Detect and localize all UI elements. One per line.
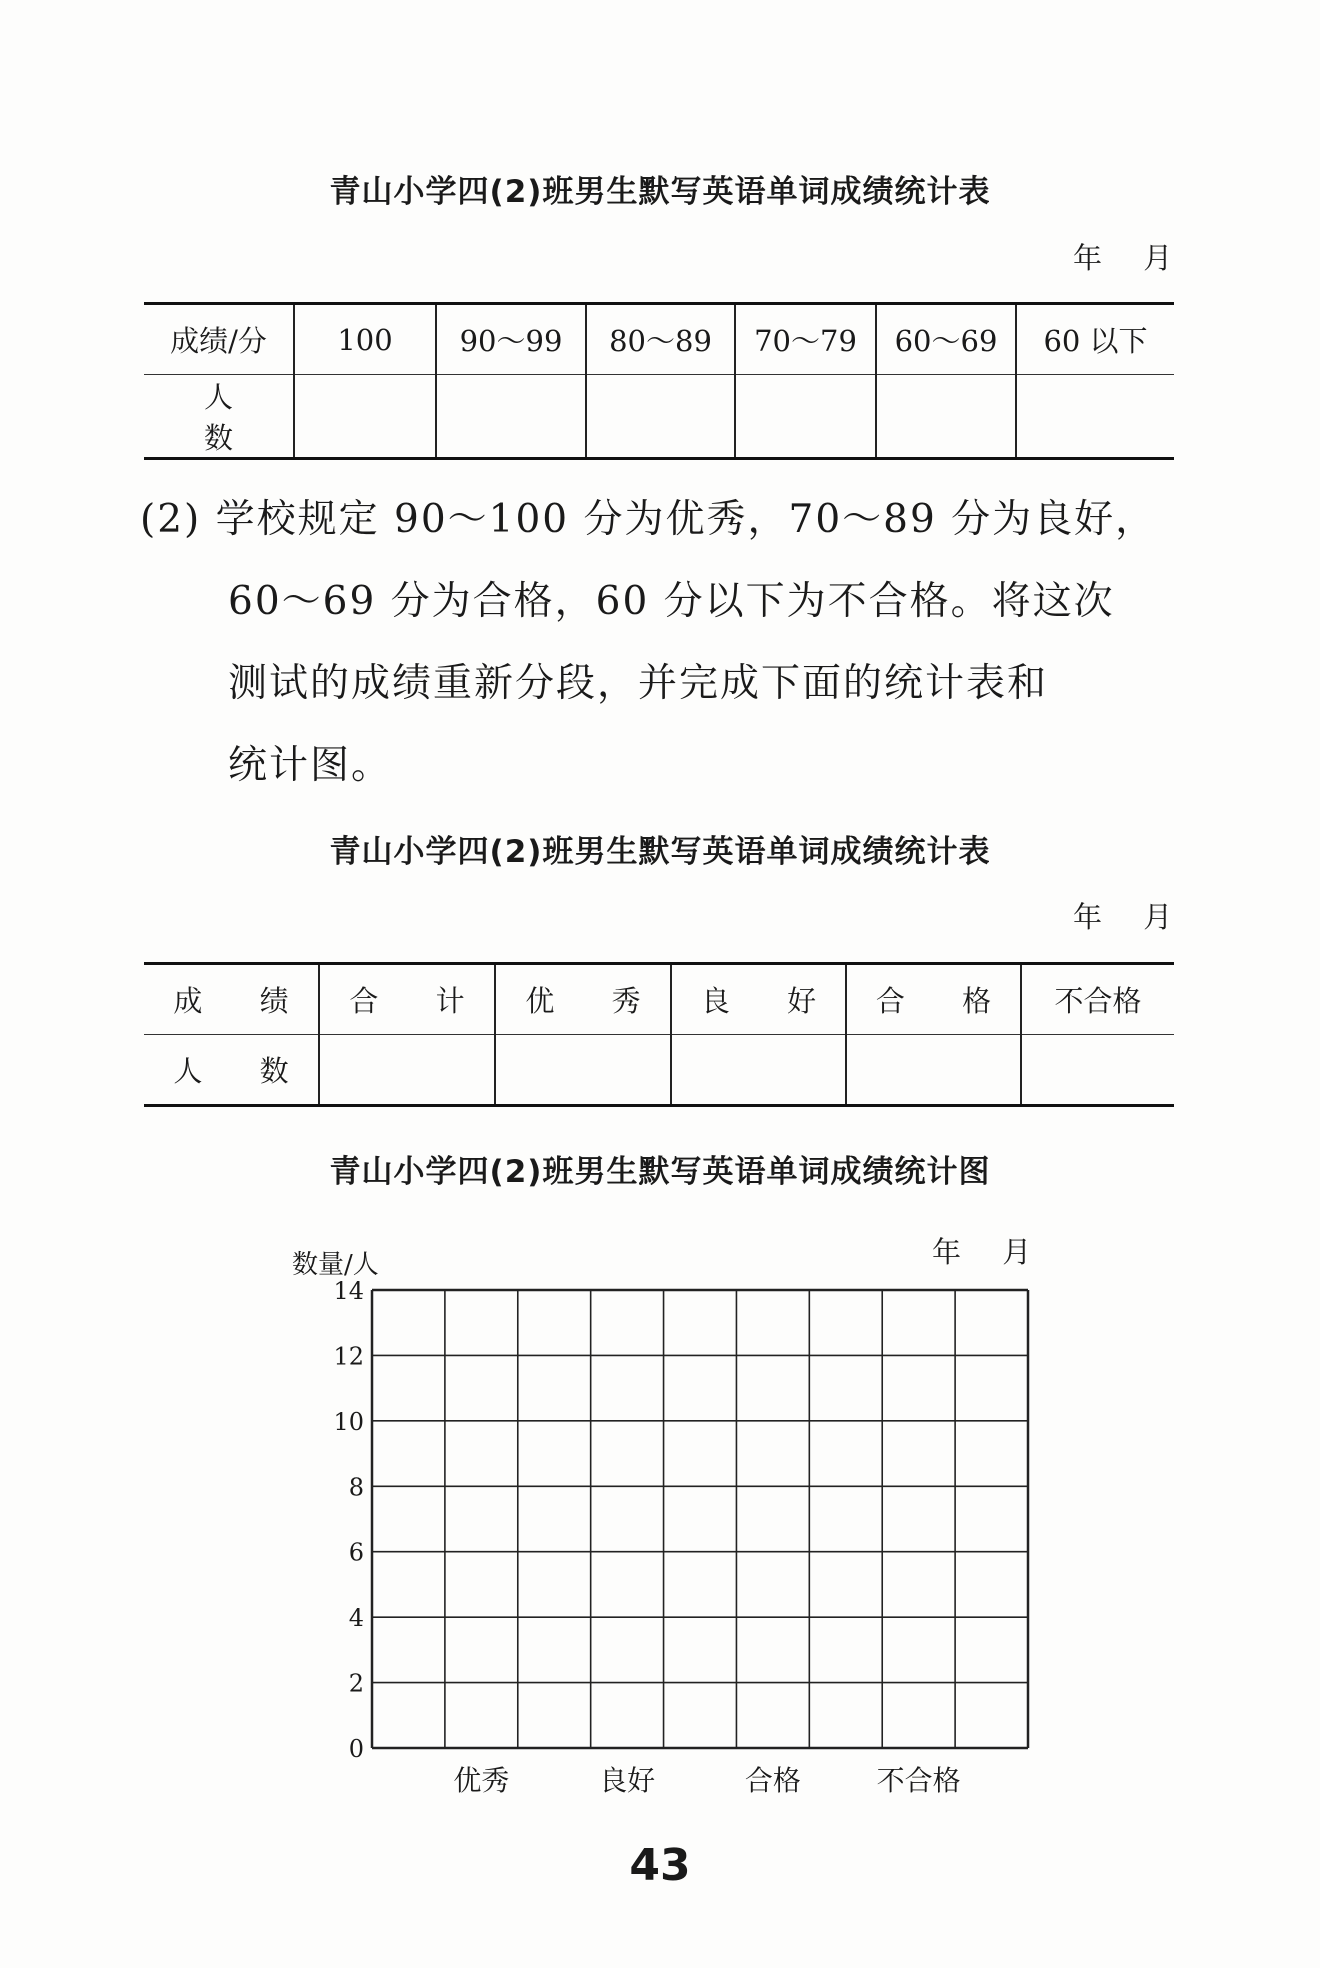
table1-date: 年 月	[1073, 241, 1174, 275]
table2-header-cell: 成 绩	[144, 964, 319, 1035]
problem-line: 60～69 分为合格，60 分以下为不合格。将这次	[228, 579, 1115, 624]
table2-date: 年 月	[1073, 900, 1174, 934]
table2-header-cell: 良 好	[671, 964, 846, 1035]
x-category-label: 不合格	[876, 1764, 961, 1797]
y-tick-label: 8	[348, 1473, 364, 1502]
chart-title: 青山小学四(2)班男生默写英语单词成绩统计图	[329, 1154, 991, 1190]
y-tick-label: 2	[348, 1669, 364, 1698]
table1-header-cell: 60～69	[876, 304, 1016, 375]
table1-row-label: 人 数	[144, 375, 294, 459]
x-category-label: 良好	[599, 1764, 656, 1797]
chart-x-ticks	[453, 1764, 960, 1797]
x-category-label: 优秀	[453, 1764, 510, 1797]
y-tick-label: 0	[348, 1735, 364, 1763]
table2-header-cell: 优 秀	[495, 964, 671, 1035]
y-tick-label: 14	[333, 1277, 364, 1305]
chart-grid-lines	[372, 1290, 1028, 1748]
x-category-label: 合格	[744, 1764, 801, 1797]
y-tick-label: 4	[348, 1604, 364, 1633]
chart-date: 年 月	[932, 1235, 1033, 1269]
table2-row-label: 人 数	[144, 1035, 319, 1106]
table2-header-cell: 合 计	[319, 964, 495, 1035]
table2-header-cell: 不合格	[1021, 964, 1174, 1035]
table1-header-cell: 80～89	[586, 304, 735, 375]
table1-header-cell: 100	[294, 304, 436, 375]
y-tick-label: 10	[333, 1407, 364, 1436]
table1-header-cell: 70～79	[735, 304, 876, 375]
table1-header-cell: 90～99	[436, 304, 586, 375]
table1-title: 青山小学四(2)班男生默写英语单词成绩统计表	[329, 174, 991, 210]
table1-header-cell: 成绩/分	[144, 304, 294, 375]
problem-line: 测试的成绩重新分段，并完成下面的统计表和	[228, 661, 1049, 706]
problem-line: 统计图。	[228, 743, 393, 788]
problem-number: (2)	[140, 497, 202, 542]
y-tick-label: 6	[348, 1538, 364, 1567]
chart-y-ticks	[333, 1277, 364, 1763]
y-tick-label: 12	[333, 1342, 364, 1371]
page-number: 43	[629, 1840, 691, 1891]
table2-header-cell: 合 格	[846, 964, 1021, 1035]
table1-header-cell: 60 以下	[1016, 304, 1174, 375]
problem-line: 学校规定 90～100 分为优秀，70～89 分为良好，	[215, 497, 1157, 542]
chart-y-axis-label: 数量/人	[292, 1250, 379, 1280]
table2-title: 青山小学四(2)班男生默写英语单词成绩统计表	[329, 834, 991, 870]
